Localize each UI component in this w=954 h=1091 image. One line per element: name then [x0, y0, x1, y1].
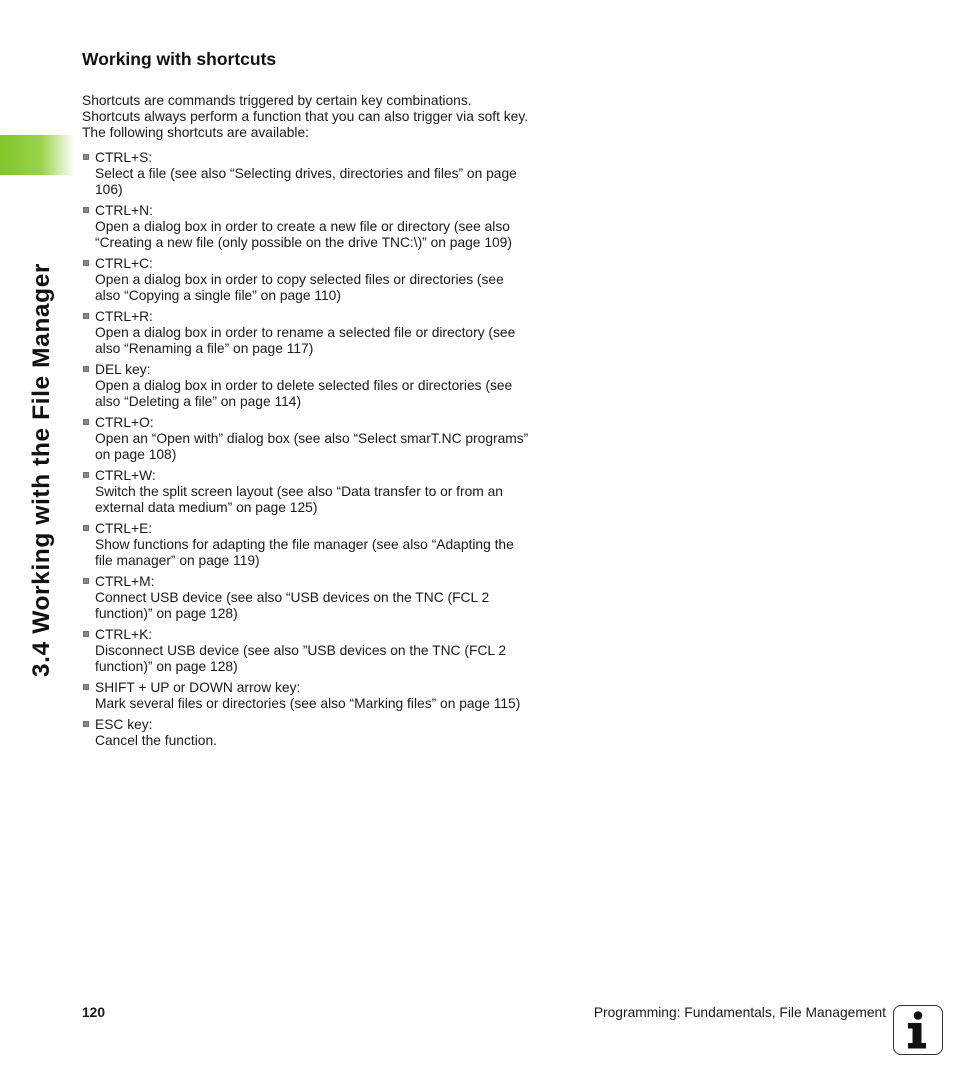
shortcut-description: Disconnect USB device (see also ”USB devices on the TNC (FCL 2 function)” on page 128): [95, 643, 507, 674]
shortcut-description: Open a dialog box in order to copy selected files or directories (see also “Copying a single file” on page 110): [95, 272, 504, 303]
chapter-tab-marker: [0, 135, 75, 175]
shortcut-key: CTRL+N:: [95, 203, 153, 218]
shortcut-description: Open an “Open with” dialog box (see also “Select smarT.NC programs” on page 108): [95, 431, 529, 462]
shortcut-list-item: [82, 362, 530, 410]
square-bullet-icon: [83, 313, 89, 319]
shortcut-list-item: [82, 717, 530, 749]
shortcut-list-item: [82, 521, 530, 569]
square-bullet-icon: [83, 721, 89, 727]
shortcut-key: ESC key:: [95, 717, 153, 732]
chapter-side-title: 3.4 Working with the File Manager: [28, 262, 55, 678]
section-heading: Working with shortcuts: [82, 49, 277, 69]
shortcut-list-item: [82, 415, 530, 463]
shortcut-list-item: [82, 468, 530, 516]
shortcut-list-item: [82, 309, 530, 357]
shortcut-key: DEL key:: [95, 362, 151, 377]
square-bullet-icon: [83, 472, 89, 478]
shortcut-key: CTRL+W:: [95, 468, 156, 483]
shortcut-description: Cancel the function.: [95, 733, 217, 748]
shortcut-key: SHIFT + UP or DOWN arrow key:: [95, 680, 301, 695]
shortcut-key: CTRL+K:: [95, 627, 153, 642]
square-bullet-icon: [83, 366, 89, 372]
square-bullet-icon: [83, 631, 89, 637]
square-bullet-icon: [83, 419, 89, 425]
shortcut-description: Switch the split screen layout (see also “Data transfer to or from an external data medium” on page 125): [95, 484, 503, 515]
square-bullet-icon: [83, 684, 89, 690]
shortcut-list-item: [82, 203, 530, 251]
page-number: 120: [82, 1005, 106, 1020]
shortcut-description: Open a dialog box in order to create a new file or directory (see also “Creating a new file (only possible on the drive TNC:\)” on page 109): [95, 219, 512, 250]
shortcut-description: Open a dialog box in order to rename a selected file or directory (see also “Renaming a file” on page 117): [95, 325, 516, 356]
shortcut-description: Mark several files or directories (see also “Marking files” on page 115): [95, 696, 521, 711]
shortcut-list: [82, 150, 530, 749]
intro-paragraph: Shortcuts are commands triggered by certain key combinations. Shortcuts always perform a function that you can also trigger via soft key. The following shortcuts are available:: [82, 93, 529, 140]
shortcut-key: CTRL+S:: [95, 150, 153, 165]
shortcut-key: CTRL+O:: [95, 415, 154, 430]
square-bullet-icon: [83, 578, 89, 584]
shortcut-description: Select a file (see also “Selecting drives, directories and files” on page 106): [95, 166, 517, 197]
shortcut-list-item: [82, 150, 530, 198]
shortcut-list-item: [82, 680, 530, 712]
square-bullet-icon: [83, 525, 89, 531]
footer-chapter-title: Programming: Fundamentals, File Management: [593, 1005, 886, 1020]
shortcut-list-item: [82, 256, 530, 304]
shortcut-key: CTRL+M:: [95, 574, 155, 589]
info-icon[interactable]: [893, 1005, 943, 1055]
square-bullet-icon: [83, 154, 89, 160]
square-bullet-icon: [83, 260, 89, 266]
shortcut-key: CTRL+C:: [95, 256, 153, 271]
shortcut-list-item: [82, 627, 530, 675]
square-bullet-icon: [83, 207, 89, 213]
shortcut-key: CTRL+R:: [95, 309, 153, 324]
shortcut-description: Show functions for adapting the file manager (see also “Adapting the file manager” on page 119): [95, 537, 514, 568]
shortcut-list-item: [82, 574, 530, 622]
shortcut-description: Connect USB device (see also “USB devices on the TNC (FCL 2 function)” on page 128): [95, 590, 490, 621]
shortcut-key: CTRL+E:: [95, 521, 153, 536]
shortcut-description: Open a dialog box in order to delete selected files or directories (see also “Deleting a file” on page 114): [95, 378, 513, 409]
main-content: [82, 47, 530, 754]
